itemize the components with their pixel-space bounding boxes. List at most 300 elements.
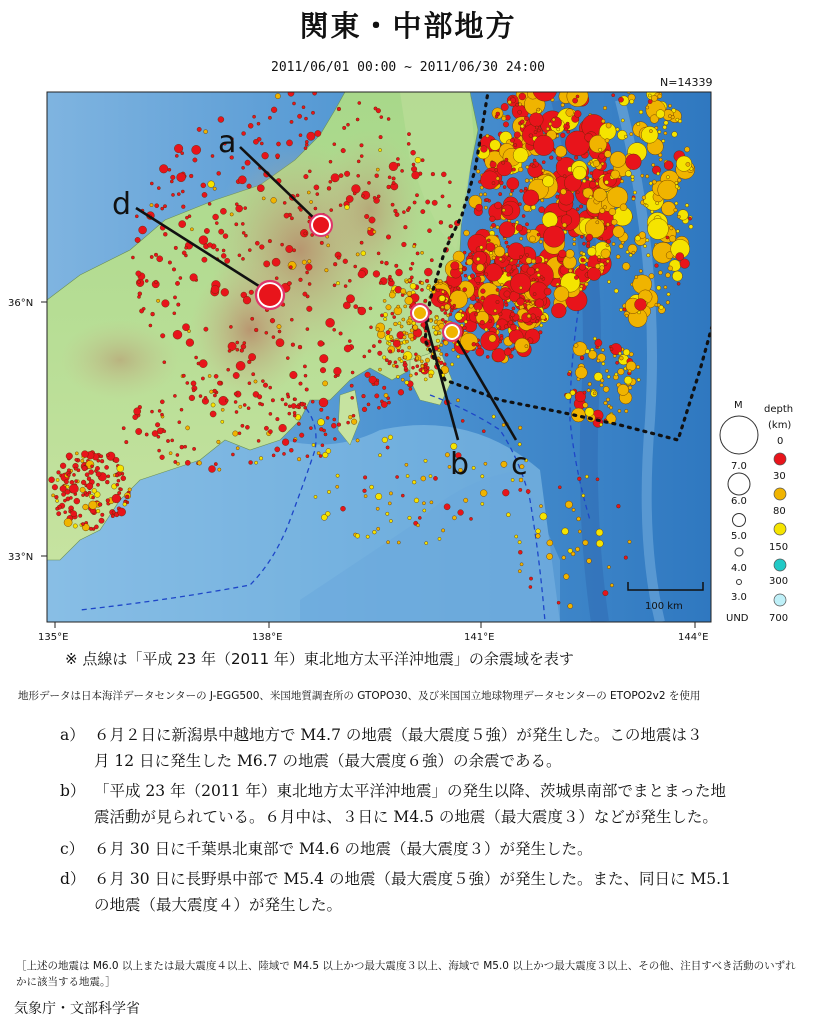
epicenter-dot [539, 240, 542, 243]
data-source-note: 地形データは日本海洋データセンターの J-EGG500、米国地質調査所の GTOPO30、及び米国国立地球物理データセンターの ETOPO2v2 を使用 [18, 690, 701, 702]
epicenter-dot [677, 178, 681, 182]
epicenter-dot [373, 230, 376, 233]
epicenter-dot [308, 260, 312, 264]
epicenter-dot [642, 196, 646, 200]
epicenter-dot [49, 477, 55, 483]
epicenter-dot [172, 268, 176, 272]
epicenter-dot [204, 130, 208, 134]
epicenter-dot [80, 487, 85, 492]
epicenter-dot [348, 340, 351, 343]
epicenter-dot [518, 167, 523, 172]
epicenter-dot [482, 430, 485, 433]
epicenter-dot [600, 384, 603, 387]
epicenter-dot [657, 286, 661, 290]
epicenter-dot [668, 104, 671, 107]
epicenter-dot [325, 268, 329, 272]
epicenter-dot [539, 331, 543, 335]
epicenter-dot [380, 116, 383, 119]
epicenter-dot [543, 176, 554, 187]
epicenter-dot [486, 243, 495, 252]
epicenter-dot [298, 345, 302, 349]
legend-depth-150: 150 [769, 542, 789, 553]
event-count: N=14339 [660, 76, 713, 89]
epicenter-dot [270, 318, 275, 323]
epicenter-dot [192, 145, 201, 154]
epicenter-dot [333, 328, 336, 331]
epicenter-dot [441, 529, 444, 532]
epicenter-dot [462, 268, 465, 271]
epicenter-dot [426, 200, 430, 204]
epicenter-dot [552, 118, 555, 121]
epicenter-dot [509, 320, 513, 324]
epicenter-dot [137, 280, 140, 283]
epicenter-dot [135, 215, 138, 218]
epicenter-dot [63, 499, 66, 502]
epicenter-dot [317, 452, 320, 455]
epicenter-dot [152, 430, 158, 436]
epicenter-dot [464, 274, 467, 277]
epicenter-dot [160, 413, 163, 416]
epicenter-dot [401, 350, 404, 353]
epicenter-dot [299, 382, 303, 386]
epicenter-dot [292, 102, 295, 105]
epicenter-dot [576, 208, 579, 211]
epicenter-dot [320, 241, 324, 245]
epicenter-dot [418, 516, 421, 519]
epicenter-dot [616, 128, 619, 131]
epicenter-dot [560, 133, 565, 138]
epicenter-dot [589, 196, 592, 199]
epicenter-dot [402, 242, 407, 247]
epicenter-dot [405, 463, 408, 466]
epicenter-dot [293, 411, 296, 414]
epicenter-dot [641, 126, 658, 143]
epicenter-dot [304, 147, 307, 150]
epicenter-dot [185, 216, 188, 219]
epicenter-dot [510, 189, 513, 192]
epicenter-dot [386, 235, 391, 240]
epicenter-dot [520, 120, 524, 124]
epicenter-dot [537, 233, 540, 236]
epicenter-dot [343, 302, 350, 309]
epicenter-dot [264, 426, 268, 430]
epicenter-dot [66, 485, 69, 488]
epicenter-dot [652, 180, 656, 184]
epicenter-dot [177, 193, 180, 196]
epicenter-dot [386, 512, 389, 515]
epicenter-dot [424, 268, 432, 276]
epicenter-dot [312, 443, 315, 446]
epicenter-dot [579, 205, 583, 209]
event-c-label: c） [60, 840, 85, 858]
epicenter-dot [398, 322, 401, 325]
epicenter-dot [420, 288, 423, 291]
epicenter-dot [408, 516, 412, 520]
epicenter-dot [221, 408, 224, 411]
epicenter-dot [278, 330, 281, 333]
epicenter-dot [485, 273, 488, 276]
epicenter-dot [542, 169, 545, 172]
epicenter-dot [413, 201, 416, 204]
epicenter-dot [496, 300, 499, 303]
epicenter-dot [185, 460, 190, 465]
epicenter-dot [392, 181, 395, 184]
epicenter-dot [370, 485, 374, 489]
epicenter-dot [516, 103, 519, 106]
epicenter-dot [211, 154, 214, 157]
epicenter-dot [78, 514, 82, 518]
epicenter-dot [374, 381, 379, 386]
epicenter-dot [622, 263, 630, 271]
epicenter-dot [632, 197, 635, 200]
epicenter-dot [645, 204, 648, 207]
epicenter-dot [244, 234, 247, 237]
epicenter-dot [369, 217, 375, 223]
epicenter-dot [186, 426, 190, 430]
epicenter-dot [529, 81, 533, 85]
epicenter-dot [485, 264, 503, 282]
epicenter-dot [596, 540, 603, 547]
epicenter-dot [646, 239, 649, 242]
epicenter-dot [476, 343, 479, 346]
epicenter-dot [401, 378, 404, 381]
epicenter-dot [257, 395, 262, 400]
epicenter-dot [197, 461, 201, 465]
epicenter-dot [464, 320, 467, 323]
epicenter-dot [529, 113, 543, 127]
epicenter-dot [394, 322, 398, 326]
epicenter-dot [640, 76, 649, 85]
epicenter-dot [67, 469, 70, 472]
epicenter-dot [275, 277, 278, 280]
epicenter-dot [241, 222, 244, 225]
epicenter-dot [595, 339, 602, 346]
epicenter-dot [535, 299, 544, 308]
epicenter-dot [173, 330, 182, 339]
epicenter-dot [271, 399, 275, 403]
epicenter-dot [666, 236, 669, 239]
epicenter-dot [368, 227, 371, 230]
epicenter-dot [261, 403, 264, 406]
epicenter-dot [262, 152, 269, 159]
epicenter-dot [387, 541, 390, 544]
epicenter-dot [461, 314, 464, 317]
epicenter-dot [589, 181, 596, 188]
epicenter-dot [388, 362, 391, 365]
agency-credit: 気象庁・文部科学省 [14, 1001, 140, 1017]
epicenter-dot [440, 343, 443, 346]
epicenter-dot [480, 246, 483, 249]
epicenter-dot [434, 331, 438, 335]
epicenter-dot [254, 328, 258, 332]
epicenter-dot [512, 168, 516, 172]
epicenter-dot [461, 419, 464, 422]
epicenter-dot [502, 116, 506, 120]
legend-depth-80: 80 [773, 506, 786, 517]
epicenter-dot [443, 340, 448, 345]
epicenter-dot [475, 276, 482, 283]
epicenter-dot [174, 246, 178, 250]
epicenter-dot [546, 86, 550, 90]
epicenter-dot [233, 372, 239, 378]
epicenter-dot [625, 171, 631, 177]
epicenter-dot [600, 266, 605, 271]
epicenter-dot [296, 405, 299, 408]
epicenter-dot [235, 410, 238, 413]
epicenter-dot [388, 435, 393, 440]
epicenter-dot [134, 408, 141, 415]
epicenter-dot [573, 238, 576, 241]
epicenter-dot [633, 191, 636, 194]
epicenter-dot [583, 540, 588, 545]
epicenter-dot [602, 362, 605, 365]
epicenter-dot [119, 488, 122, 491]
epicenter-dot [288, 90, 294, 96]
epicenter-dot [87, 483, 93, 489]
epicenter-dot [656, 202, 659, 205]
epicenter-dot [268, 430, 272, 434]
epicenter-dot [168, 168, 171, 171]
epicenter-dot [269, 412, 272, 415]
epicenter-dot [658, 180, 678, 200]
epicenter-dot [433, 476, 437, 480]
epicenter-dot [221, 288, 229, 296]
epicenter-dot [100, 455, 103, 458]
epicenter-dot [585, 475, 588, 478]
epicenter-dot [424, 459, 427, 462]
epicenter-dot [327, 244, 330, 247]
epicenter-dot [648, 94, 651, 97]
epicenter-dot [181, 205, 185, 209]
epicenter-dot [411, 262, 414, 265]
epicenter-dot [333, 437, 336, 440]
epicenter-dot [518, 203, 521, 206]
epicenter-dot [463, 288, 467, 292]
epicenter-dot [606, 244, 609, 247]
epicenter-dot [521, 125, 525, 129]
epicenter-dot [542, 212, 558, 228]
epicenter-dot [96, 472, 101, 477]
epicenter-dot [555, 146, 566, 157]
epicenter-dot [536, 534, 541, 539]
epicenter-dot [537, 129, 540, 132]
epicenter-dot [616, 361, 619, 364]
epicenter-dot [549, 122, 552, 125]
epicenter-dot [404, 356, 407, 359]
epicenter-dot [536, 529, 541, 534]
epicenter-dot [52, 484, 58, 490]
epicenter-dot [457, 355, 460, 358]
epicenter-dot [517, 298, 525, 306]
epicenter-dot [268, 239, 272, 243]
epicenter-dot [620, 356, 624, 360]
epicenter-dot [342, 126, 346, 130]
legend-depth-150-300-swatch [774, 559, 786, 571]
epicenter-dot [186, 381, 189, 384]
lon-label-135: 135°E [38, 632, 69, 643]
epicenter-dot [512, 223, 515, 226]
epicenter-dot [260, 142, 263, 145]
epicenter-dot [424, 378, 427, 381]
epicenter-dot [596, 478, 599, 481]
epicenter-dot [574, 110, 581, 117]
epicenter-dot [229, 325, 232, 328]
epicenter-dot [396, 157, 399, 160]
epicenter-dot [125, 495, 129, 499]
epicenter-dot [171, 175, 176, 180]
epicenter-dot [281, 398, 284, 401]
epicenter-dot [175, 281, 179, 285]
epicenter-dot [463, 326, 467, 330]
epicenter-dot [664, 121, 668, 125]
epicenter-dot [357, 160, 360, 163]
epicenter-dot [624, 135, 627, 138]
epicenter-dot [514, 144, 517, 147]
epicenter-dot [128, 488, 132, 492]
epicenter-dot [502, 489, 509, 496]
epicenter-dot [610, 348, 613, 351]
epicenter-dot [629, 254, 632, 257]
epicenter-dot [392, 177, 396, 181]
epicenter-dot [619, 308, 622, 311]
epicenter-dot [296, 194, 299, 197]
epicenter-dot [502, 423, 505, 426]
epicenter-dot [443, 363, 446, 366]
epicenter-dot [92, 488, 97, 493]
epicenter-dot [607, 375, 610, 378]
epicenter-dot [519, 93, 526, 100]
epicenter-dot [411, 166, 417, 172]
epicenter-dot [337, 256, 341, 260]
epicenter-dot [326, 318, 335, 327]
epicenter-dot [621, 119, 624, 122]
epicenter-dot [176, 462, 179, 465]
epicenter-dot [407, 132, 410, 135]
epicenter-dot [155, 423, 160, 428]
epicenter-dot [523, 190, 539, 206]
epicenter-dot [525, 179, 529, 183]
epicenter-dot [230, 213, 233, 216]
epicenter-dot [676, 118, 679, 121]
epicenter-dot [677, 282, 680, 285]
epicenter-dot [496, 288, 499, 291]
epicenter-dot [306, 455, 309, 458]
epicenter-dot [542, 161, 545, 164]
epicenter-dot [421, 209, 425, 213]
epicenter-dot [160, 455, 165, 460]
epicenter-dot [201, 377, 204, 380]
lat-label-33: 33°N [8, 552, 34, 563]
epicenter-dot [354, 305, 358, 309]
epicenter-dot [490, 161, 496, 167]
epicenter-dot [593, 337, 596, 340]
epicenter-dot [580, 235, 583, 238]
epicenter-dot [677, 215, 680, 218]
epicenter-dot [75, 452, 78, 455]
epicenter-dot [361, 251, 366, 256]
epicenter-dot [525, 223, 528, 226]
epicenter-dot [668, 115, 671, 118]
event-b-line2: 震活動が見られている。６月中は、３日に M4.5 の地震（最大震度３）などが発生した。 [94, 808, 718, 826]
epicenter-dot [221, 420, 224, 423]
epicenter-dot [525, 345, 528, 348]
epicenter-dot [499, 340, 502, 343]
epicenter-dot [236, 205, 243, 212]
epicenter-dot [339, 204, 342, 207]
epicenter-dot [504, 325, 508, 329]
legend-m6-label: 6.0 [731, 496, 747, 507]
epicenter-dot [169, 452, 172, 455]
epicenter-dot [344, 345, 351, 352]
epicenter-dot [389, 335, 392, 338]
epicenter-dot [214, 462, 217, 465]
epicenter-dot [596, 221, 599, 224]
epicenter-dot [94, 525, 98, 529]
epicenter-dot [287, 395, 290, 398]
epicenter-dot [211, 285, 219, 293]
epicenter-dot [565, 501, 572, 508]
epicenter-dot [81, 522, 84, 525]
epicenter-dot [448, 204, 451, 207]
epicenter-dot [615, 373, 618, 376]
epicenter-dot [651, 210, 654, 213]
epicenter-dot [420, 360, 423, 363]
epicenter-dot [202, 192, 207, 197]
epicenter-dot [320, 354, 329, 363]
epicenter-dot [225, 258, 230, 263]
epicenter-dot [582, 179, 586, 183]
epicenter-dot [243, 403, 246, 406]
epicenter-dot [388, 342, 391, 345]
epicenter-dot [421, 251, 424, 254]
epicenter-dot [66, 453, 73, 460]
epicenter-dot [99, 518, 104, 523]
epicenter-dot [208, 181, 215, 188]
epicenter-dot [168, 261, 172, 265]
epicenter-dot [185, 246, 188, 249]
epicenter-dot [125, 440, 129, 444]
epicenter-dot [525, 300, 528, 303]
epicenter-dot [573, 242, 576, 245]
epicenter-dot [499, 258, 502, 261]
epicenter-dot [568, 604, 573, 609]
epicenter-dot [303, 403, 306, 406]
epicenter-dot [376, 507, 379, 510]
epicenter-dot [373, 530, 377, 534]
epicenter-dot [509, 193, 512, 196]
epicenter-dot [259, 245, 264, 250]
lat-label-36: 36°N [8, 298, 34, 309]
epicenter-dot [351, 419, 357, 425]
epicenter-dot [416, 357, 419, 360]
epicenter-dot [659, 158, 662, 161]
epicenter-dot [451, 363, 454, 366]
epicenter-dot [596, 529, 603, 536]
epicenter-dot [541, 315, 546, 320]
epicenter-dot [639, 269, 642, 272]
epicenter-dot [535, 126, 538, 129]
epicenter-dot [353, 192, 356, 195]
epicenter-dot [439, 280, 442, 283]
epicenter-dot [209, 466, 216, 473]
epicenter-dot [236, 447, 239, 450]
epicenter-dot [363, 489, 367, 493]
epicenter-dot [294, 398, 297, 401]
epicenter-dot [674, 208, 678, 212]
epicenter-dot [231, 453, 234, 456]
epicenter-dot [262, 197, 265, 200]
epicenter-dot [387, 401, 390, 404]
